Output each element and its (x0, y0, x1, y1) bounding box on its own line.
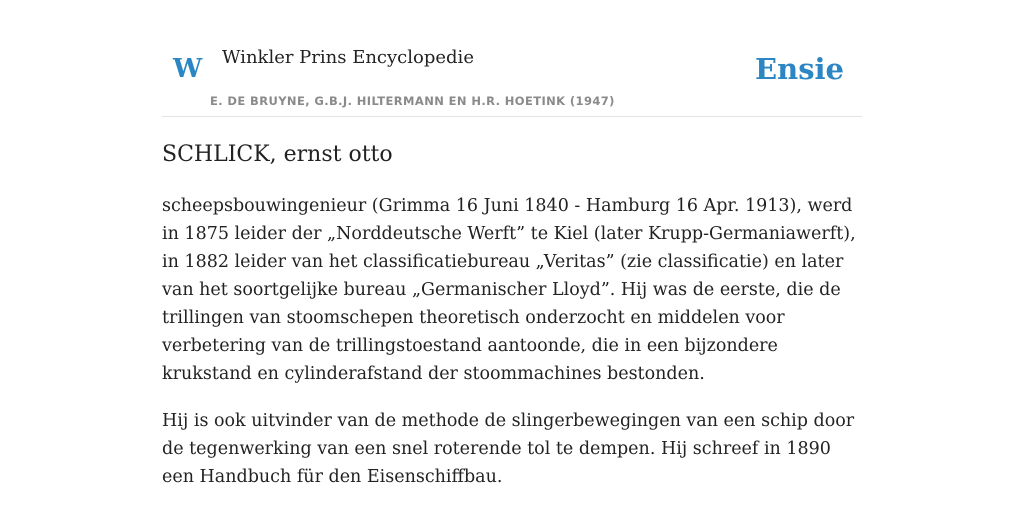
site-title[interactable]: Winkler Prins Encyclopedie (222, 47, 474, 68)
brand-logo[interactable]: Ensie (755, 52, 844, 86)
article-paragraph: Hij is ook uitvinder van de methode de slingerbewegingen van een schip door de tegenwerking van een snel roterende tol te dempen. Hij schreef in 1890 een Handbuch für den Eisenschiffbau. (162, 411, 855, 487)
article (162, 140, 862, 491)
article-paragraph: scheepsbouwingenieur (Grimma 16 Juni 1840 - Hamburg 16 Apr. 1913), werd in 1875 leider der „Norddeutsche Werft” te Kiel (later Krupp-Germaniawerft), in 1882 leider van het classificatiebureau „Veritas” (zie classificatie) en later van het soortgelijke bureau „Germanischer Lloyd”. Hij was de eerste, die de trillingen van stoomschepen theoretisch onderzocht en middelen voor verbetering van de trillingstoestand aantoonde, die in een bijzondere krukstand en cylinderafstand der stoommachines bestonden. (162, 196, 856, 384)
site-header (162, 0, 862, 117)
authors-credit: E. DE BRUYNE, G.B.J. HILTERMANN EN H.R. HOETINK (1947) (210, 94, 615, 108)
article-title: SCHLICK, ernst otto (162, 142, 393, 167)
logo-icon[interactable]: W (173, 54, 203, 84)
